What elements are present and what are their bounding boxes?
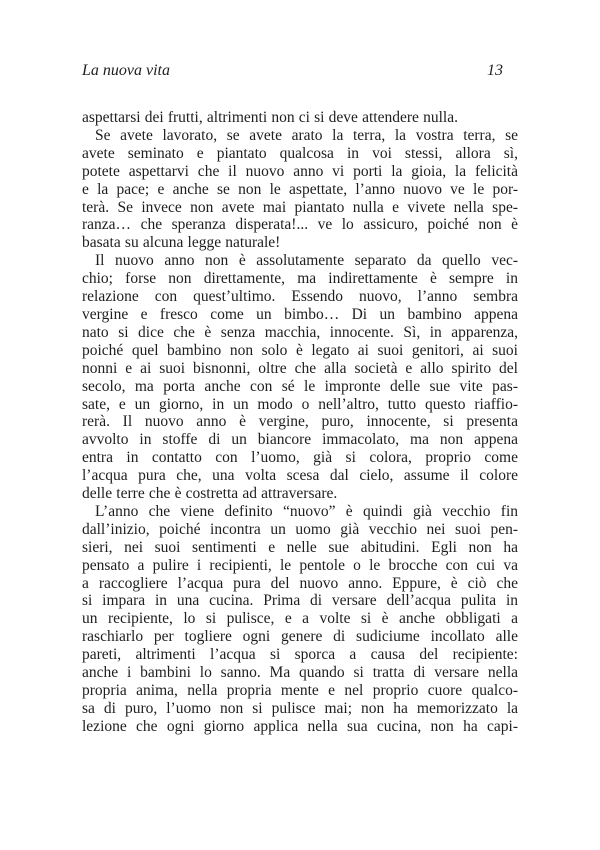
text-line: entra in contatto con l’uomo, già si colora, proprio come bbox=[82, 449, 518, 467]
text-line: l’acqua pura che, una volta scesa dal cielo, assume il colore bbox=[82, 467, 518, 485]
text-line: aspettarsi dei frutti, altrimenti non ci si deve attendere nulla. bbox=[82, 109, 458, 126]
text-line: dall’inizio, poiché incontra un uomo già vecchio nei suoi pen- bbox=[82, 520, 518, 538]
text-line: propria anima, nella propria mente e nel proprio cuore qualco- bbox=[82, 682, 518, 699]
text-line: raschiarlo per togliere ogni genere di sudiciume incollato alle bbox=[82, 628, 518, 646]
text-line: Il nuovo anno non è assolutamente separato da quello vec- bbox=[95, 252, 518, 270]
text-line: sate, e un giorno, in un modo o nell’altro, tutto questo riaffio- bbox=[82, 395, 518, 413]
text-line: nato si dice che è senza macchia, innocente. Sì, in apparenza, bbox=[82, 323, 518, 341]
text-line: potete aspettarvi che il nuovo anno vi porti la gioia, la felicità bbox=[82, 162, 518, 180]
text-line: Se avete lavorato, se avete arato la terra, la vostra terra, se bbox=[95, 126, 518, 144]
text-line: terà. Se invece non avete mai piantato nulla e vivete nella spe- bbox=[82, 198, 518, 216]
text-line: lezione che ogni giorno applica nella sua cucina, non ha capi- bbox=[82, 717, 518, 735]
text-line: avete seminato e piantato qualcosa in voi stessi, allora sì, bbox=[82, 144, 518, 162]
text-line: chio; forse non direttamente, ma indirettamente è sempre in bbox=[82, 270, 518, 288]
text-line: a raccogliere l’acqua pura del nuovo anno. Eppure, è ciò che bbox=[82, 574, 518, 592]
text-line: sa di puro, l’uomo non si pulisce mai; non ha memorizzato la bbox=[82, 699, 518, 717]
text-line: sieri, nei suoi sentimenti e nelle sue abitudini. Egli non ha bbox=[82, 538, 518, 556]
text-line: un recipiente, lo si pulisce, e a volte si è anche obbligati a bbox=[82, 610, 518, 628]
text-line: avvolto in stoffe di un biancore immacolato, ma non appena bbox=[82, 431, 518, 449]
text-line: rerà. Il nuovo anno è vergine, puro, innocente, si presenta bbox=[82, 413, 518, 431]
page-number: 13 bbox=[487, 62, 503, 79]
text-line: relazione con quest’ultimo. Essendo nuovo, l’anno sembra bbox=[82, 288, 518, 306]
text-line: delle terre che è costretta ad attraversare. bbox=[82, 485, 338, 503]
text-line: L’anno che viene definito “nuovo” è quindi già vecchio fin bbox=[95, 502, 518, 520]
text-line: ranza… che speranza disperata!... ve lo assicuro, poiché non è bbox=[82, 216, 518, 234]
text-line: e la pace; e anche se non le aspettate, l’anno nuovo ve le por- bbox=[82, 180, 518, 198]
text-line: si impara in una cucina. Prima di versare dell’acqua pulita in bbox=[82, 592, 518, 610]
text-line: pensato a pulire i recipienti, le pentole o le brocche con cui va bbox=[82, 556, 518, 574]
body-text bbox=[82, 109, 518, 736]
text-line: anche i bambini lo sanno. Ma quando si tratta di versare nella bbox=[82, 664, 518, 682]
text-line: pareti, altrimenti l’acqua si sporca a causa del recipiente: bbox=[82, 646, 518, 664]
text-line: poiché quel bambino non solo è legato ai suoi genitori, ai suoi bbox=[82, 341, 518, 359]
page-header bbox=[82, 62, 518, 80]
running-title: La nuova vita bbox=[82, 62, 170, 79]
text-line: basata su alcuna legge naturale! bbox=[82, 234, 281, 252]
text-line: vergine e fresco come un bimbo… Di un bambino appena bbox=[82, 305, 518, 323]
text-line: secolo, ma porta anche con sé le impronte delle sue vite pas- bbox=[82, 377, 518, 395]
text-line: nonni e ai suoi bisnonni, oltre che alla società e allo spirito del bbox=[82, 359, 518, 377]
